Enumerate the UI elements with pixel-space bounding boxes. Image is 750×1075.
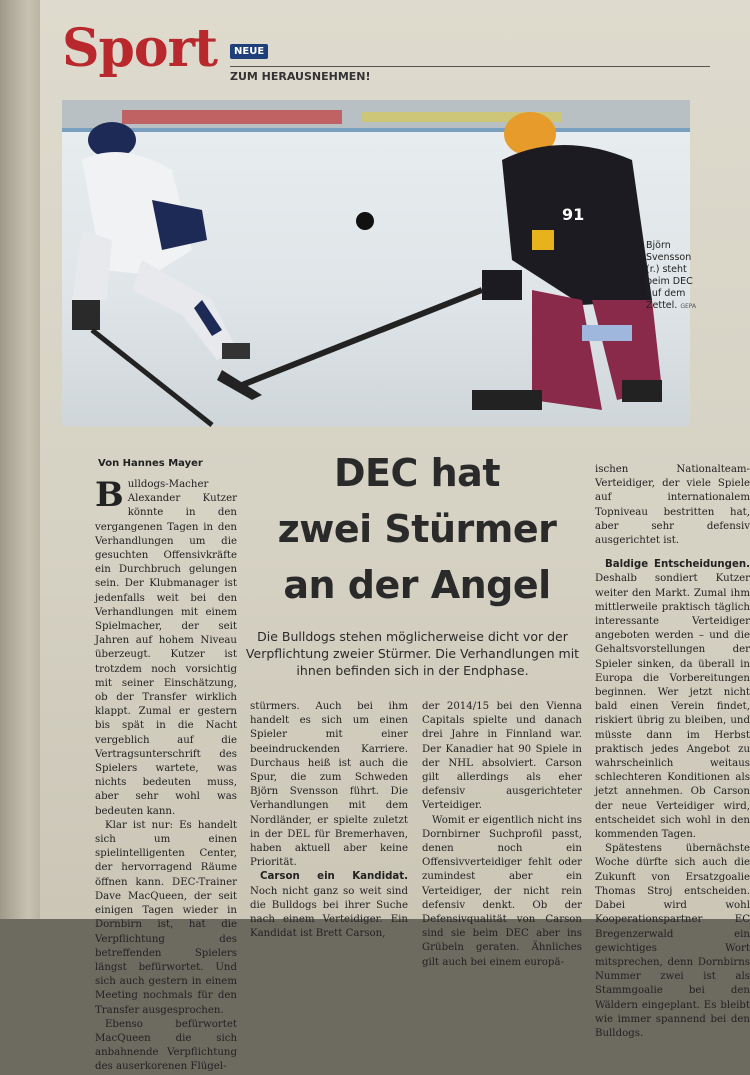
paragraph: Spätestens übernächste Woche dürfte sich auch die Zukunft von Ersatzgoalie Thomas Stroj entscheiden. Dabei wird wohl Kooperationspartner EC Bregenzerwald ein gewichtiges Wort mitsprechen, denn Dornbirns Nummer zwei ist als Stammgoalie bei den Wäldern eingeplant. Es bleibt wie immer spannend bei den Bulldogs.: [595, 843, 750, 1039]
paragraph: Deshalb sondiert Kutzer weiter den Markt. Zumal ihm mittlerweile praktisch täglich interessante Verteidiger angeboten werden – und die Gehaltsvorstellungen der Spieler sinken, da überall in Europa die Vorbereitungen beginnen. Wer jetzt nicht bald einen Verein findet, riskiert übrig zu bleiben, und müsste dann im Herbst praktisch jedes Angebot zu wahrscheinlich weitaus schlechteren Konditionen als jetzt annehmen. Ob Carson der neue Verteidiger wird, entscheidet sich wohl in den kommenden Tagen.: [595, 573, 750, 841]
article-headline: [262, 445, 572, 613]
caption-text: Björn Svensson (r.) steht beim DEC auf dem Zettel.: [646, 240, 693, 311]
paragraph: Ebenso befürwortet MacQueen die sich anbahnende Verpflichtung des auserkorenen Flügel-: [95, 1018, 237, 1073]
subheading: Carson ein Kandidat.: [260, 871, 408, 883]
headline-line: DEC hat: [334, 451, 500, 495]
neue-logo-badge: NEUE: [230, 44, 268, 59]
article-column-3: [422, 700, 582, 968]
article-lead: Die Bulldogs stehen möglicherweise dicht vor der Verpflichtung zweier Stürmer. Die Verhandlungen mit ihnen befinden sich in der Endphase.: [245, 629, 580, 678]
header-rule: [230, 66, 710, 67]
paragraph: der 2014/15 bei den Vienna Capitals spielte und danach drei Jahre in Finnland war. Der Kanadier hat 90 Spiele in der NHL absolviert. Carson gilt allerdings als eher defensiv ausgerichteter Verteidiger.: [422, 701, 582, 812]
photo-credit: GEPA: [680, 303, 697, 310]
paragraph: Noch nicht ganz so weit sind die Bulldogs bei ihrer Suche nach einem Verteidiger. Ein Kandidat ist Brett Carson,: [250, 885, 408, 940]
byline: Von Hannes Mayer: [98, 458, 203, 469]
paragraph: ulldogs-Macher Alexander Kutzer könnte in den vergangenen Tagen in den Verhandlungen um die gesuchten Offensivkräfte ein Durchbruch gelungen sein. Der Klubmanager ist jedenfalls weit bei den Verhandlungen mit einem Spielmacher, der seit Jahren auf hohem Niveau überzeugt. Kutzer ist trotzdem noch vorsichtig mit seiner Einschätzung, ob der Transfer wirklich klappt. Zumal er gestern bis spät in die Nacht vergeblich auf die Vertragsunterschrift des Spielers wartete, was nichts bedeuten muss, aber sehr wohl was bedeuten kann.: [95, 479, 237, 817]
puck: [356, 212, 374, 230]
svg-text:91: 91: [562, 205, 585, 224]
section-title: Sport: [62, 18, 218, 79]
photo-caption: [646, 240, 706, 313]
paragraph: Womit er eigentlich nicht ins Dornbirner Suchprofil passt, denen noch ein Offensivverteidiger fehlt oder zumindest aber ein Verteidiger, der nicht rein defensiv denkt. Ob der Defensivqualität von Carson sind sie beim DEC aber ins Grübeln geraten. Ähnliches gilt auch bei einem europä-: [422, 814, 582, 968]
article-column-4: [595, 463, 750, 1039]
subheading: Baldige Entscheidungen.: [605, 559, 750, 571]
hockey-photo: [62, 100, 690, 426]
hockey-photo-illustration: [62, 100, 690, 426]
article-column-1: [95, 475, 237, 1073]
article-column-2: [250, 700, 408, 940]
pullout-label: ZUM HERAUSNEHMEN!: [230, 70, 371, 83]
headline-line: zwei Stürmer: [277, 507, 557, 551]
paragraph: ischen Nationalteam-Verteidiger, der viele Spiele auf internationalem Topniveau bestritten hat, aber sehr defensiv ausgerichtet ist.: [595, 464, 750, 547]
right-player-figure: [217, 112, 662, 410]
paragraph: Klar ist nur: Es handelt sich um einen spielintelligenten Center, der hervorragend Räume öffnen kann. DEC-Trainer Dave MacQueen, der seit einigen Tagen wieder in Dornbirn ist, hat die Verpflichtung des betreffenden Spielers längst befürwortet. Und sich auch gestern in einem Meeting nochmals für den Transfer ausgesprochen.: [95, 819, 237, 1016]
paragraph: stürmers. Auch bei ihm handelt es sich um einen Spieler mit einer beeindruckenden Karriere. Durchaus heiß ist auch die Spur, die zum Schweden Björn Svensson führt. Die Verhandlungen mit dem Nordländer, er spielte zuletzt in der DEL für Bremerhaven, haben aktuell aber keine Priorität.: [250, 701, 408, 869]
headline-line: an der Angel: [283, 563, 551, 607]
sport-page: [40, 0, 750, 1073]
adjacent-page-edge: [0, 0, 40, 919]
drop-cap: B: [95, 475, 124, 515]
